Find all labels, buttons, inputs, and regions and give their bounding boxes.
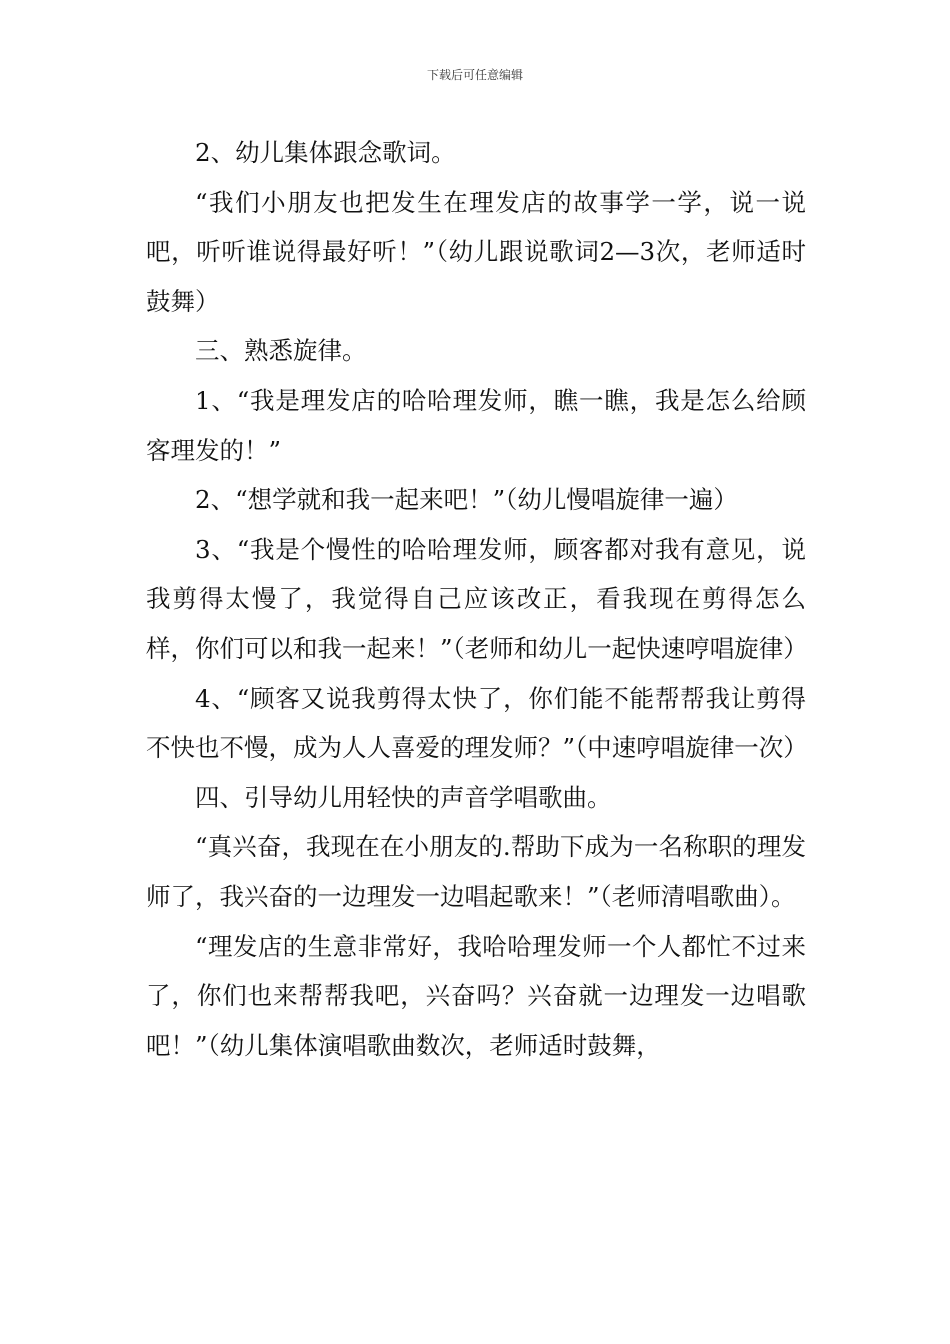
paragraph: “我们小朋友也把发生在理发店的故事学一学，说一说吧，听听谁说得最好听！”（幼儿跟说歌词2—3次，老师适时鼓舞） <box>146 187 806 316</box>
paragraph: 3、“我是个慢性的哈哈理发师，顾客都对我有意见，说我剪得太慢了，我觉得自己应该改正，看我现在剪得怎么样，你们可以和我一起来！”（老师和幼儿一起快速哼唱旋律） <box>146 534 808 663</box>
paragraph: 2、幼儿集体跟念歌词。 <box>195 138 456 167</box>
paragraph: 1、“我是理发店的哈哈理发师，瞧一瞧，我是怎么给顾客理发的！” <box>146 385 806 465</box>
paragraph: “理发店的生意非常好，我哈哈理发师一个人都忙不过来了，你们也来帮帮我吧，兴奋吗？兴奋就一边理发一边唱歌吧！”（幼儿集体演唱歌曲数次，老师适时鼓舞， <box>146 931 806 1060</box>
paragraph: “真兴奋，我现在在小朋友的.帮助下成为一名称职的理发师了，我兴奋的一边理发一边唱起歌来！”（老师清唱歌曲）。 <box>146 832 806 911</box>
page-header-note: 下载后可任意编辑 <box>426 68 523 82</box>
paragraph: 四、引导幼儿用轻快的声音学唱歌曲。 <box>195 782 612 812</box>
document-body <box>146 128 806 1070</box>
paragraph: 三、熟悉旋律。 <box>195 336 367 366</box>
paragraph: 2、“想学就和我一起来吧！”（幼儿慢唱旋律一遍） <box>195 485 738 515</box>
paragraph: 4、“顾客又说我剪得太快了，你们能不能帮帮我让剪得不快也不慢，成为人人喜爱的理发师？”（中速哼唱旋律一次） <box>146 683 808 763</box>
